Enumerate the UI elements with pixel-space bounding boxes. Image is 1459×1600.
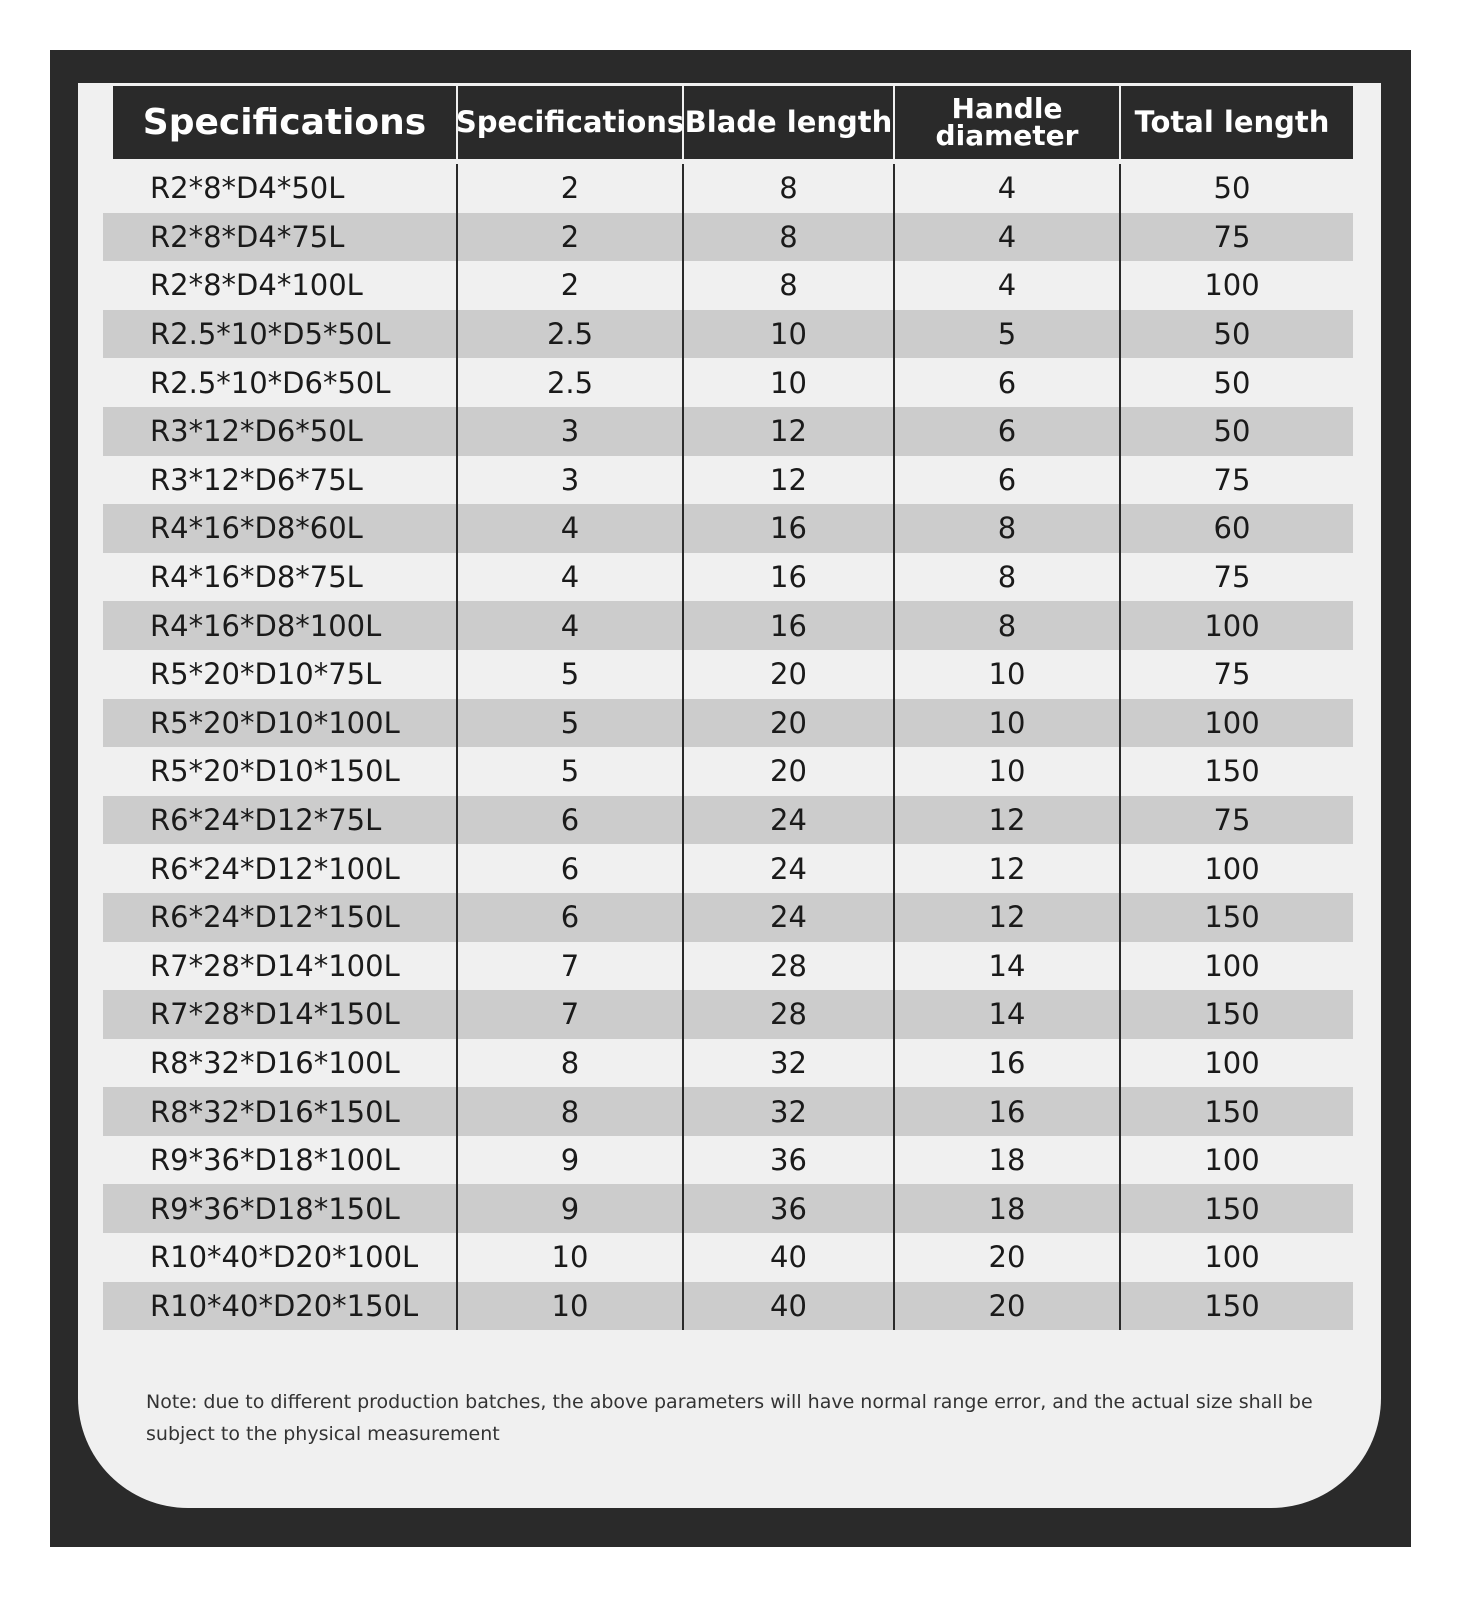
cell-total-length: 100 bbox=[1204, 948, 1260, 983]
header-total-length: Total length bbox=[1134, 105, 1330, 139]
cell-spec-name: R2.5*10*D5*50L bbox=[103, 310, 458, 359]
table-row bbox=[103, 1282, 1353, 1331]
cell-spec-name: R6*24*D12*75L bbox=[103, 796, 458, 845]
cell-handle-diameter: 4 bbox=[895, 261, 1121, 310]
cell-blade-length: 12 bbox=[684, 456, 895, 505]
cell-spec-value: 4 bbox=[458, 553, 684, 602]
cell-spec-name: R2*8*D4*50L bbox=[103, 164, 458, 213]
table-row bbox=[103, 164, 1353, 213]
table-row bbox=[103, 407, 1353, 456]
cell-spec-name: R5*20*D10*150L bbox=[103, 747, 458, 796]
cell-spec-name: R10*40*D20*150L bbox=[103, 1282, 458, 1331]
table-row bbox=[103, 1136, 1353, 1185]
header-handle-line2: diameter bbox=[935, 118, 1079, 152]
table-row bbox=[103, 747, 1353, 796]
table-row bbox=[103, 893, 1353, 942]
cell-handle-diameter: 12 bbox=[895, 844, 1121, 893]
table-row bbox=[103, 504, 1353, 553]
cell-blade-length: 20 bbox=[684, 650, 895, 699]
table-row bbox=[103, 310, 1353, 359]
cell-spec-value: 6 bbox=[458, 893, 684, 942]
table-row bbox=[103, 261, 1353, 310]
header-specifications: Specifications bbox=[113, 86, 458, 159]
cell-handle-diameter: 16 bbox=[895, 1039, 1121, 1088]
cell-handle-diameter: 6 bbox=[895, 407, 1121, 456]
cell-total-length: 100 bbox=[1204, 608, 1260, 643]
table-row bbox=[103, 1233, 1353, 1282]
cell-spec-value: 10 bbox=[458, 1233, 684, 1282]
spec-card bbox=[78, 83, 1381, 1508]
cell-spec-value: 6 bbox=[458, 844, 684, 893]
cell-spec-value: 2.5 bbox=[458, 358, 684, 407]
cell-blade-length: 36 bbox=[684, 1136, 895, 1185]
cell-total-length: 75 bbox=[1213, 803, 1251, 838]
cell-blade-length: 24 bbox=[684, 796, 895, 845]
cell-blade-length: 32 bbox=[684, 1087, 895, 1136]
cell-spec-value: 10 bbox=[458, 1282, 684, 1331]
cell-spec-value: 7 bbox=[458, 990, 684, 1039]
cell-spec-name: R9*36*D18*100L bbox=[103, 1136, 458, 1185]
cell-total-length: 100 bbox=[1204, 851, 1260, 886]
cell-spec-value: 4 bbox=[458, 601, 684, 650]
cell-total-length: 150 bbox=[1204, 997, 1260, 1032]
cell-spec-name: R4*16*D8*75L bbox=[103, 553, 458, 602]
cell-handle-diameter: 18 bbox=[895, 1136, 1121, 1185]
cell-spec-value: 3 bbox=[458, 456, 684, 505]
cell-blade-length: 20 bbox=[684, 747, 895, 796]
cell-spec-name: R5*20*D10*100L bbox=[103, 699, 458, 748]
cell-spec-value: 6 bbox=[458, 796, 684, 845]
cell-handle-diameter: 4 bbox=[895, 213, 1121, 262]
cell-handle-diameter: 6 bbox=[895, 358, 1121, 407]
cell-blade-length: 16 bbox=[684, 601, 895, 650]
cell-total-length: 50 bbox=[1213, 365, 1251, 400]
cell-total-length: 150 bbox=[1204, 1094, 1260, 1129]
cell-spec-name: R2*8*D4*75L bbox=[103, 213, 458, 262]
cell-handle-diameter: 10 bbox=[895, 650, 1121, 699]
table-row bbox=[103, 1087, 1353, 1136]
cell-handle-diameter: 12 bbox=[895, 893, 1121, 942]
table-row bbox=[103, 699, 1353, 748]
cell-total-length: 100 bbox=[1204, 705, 1260, 740]
cell-total-length: 75 bbox=[1213, 462, 1251, 497]
cell-spec-name: R8*32*D16*100L bbox=[103, 1039, 458, 1088]
cell-spec-name: R4*16*D8*100L bbox=[103, 601, 458, 650]
cell-spec-value: 7 bbox=[458, 942, 684, 991]
cell-blade-length: 8 bbox=[684, 213, 895, 262]
cell-spec-name: R8*32*D16*150L bbox=[103, 1087, 458, 1136]
table-row bbox=[103, 650, 1353, 699]
cell-spec-name: R6*24*D12*150L bbox=[103, 893, 458, 942]
cell-blade-length: 40 bbox=[684, 1282, 895, 1331]
dark-frame bbox=[50, 50, 1411, 1547]
cell-spec-name: R2*8*D4*100L bbox=[103, 261, 458, 310]
cell-total-length: 75 bbox=[1213, 560, 1251, 595]
cell-total-length: 50 bbox=[1213, 414, 1251, 449]
cell-total-length: 75 bbox=[1213, 657, 1251, 692]
cell-handle-diameter: 14 bbox=[895, 942, 1121, 991]
cell-handle-diameter: 12 bbox=[895, 796, 1121, 845]
cell-spec-name: R5*20*D10*75L bbox=[103, 650, 458, 699]
cell-blade-length: 20 bbox=[684, 699, 895, 748]
cell-spec-name: R10*40*D20*100L bbox=[103, 1233, 458, 1282]
table-row bbox=[103, 358, 1353, 407]
cell-spec-value: 5 bbox=[458, 699, 684, 748]
cell-handle-diameter: 16 bbox=[895, 1087, 1121, 1136]
cell-spec-name: R7*28*D14*100L bbox=[103, 942, 458, 991]
cell-spec-value: 9 bbox=[458, 1136, 684, 1185]
cell-blade-length: 8 bbox=[684, 164, 895, 213]
cell-handle-diameter: 5 bbox=[895, 310, 1121, 359]
cell-spec-name: R7*28*D14*150L bbox=[103, 990, 458, 1039]
cell-total-length: 150 bbox=[1204, 1288, 1260, 1323]
cell-handle-diameter: 6 bbox=[895, 456, 1121, 505]
table-header bbox=[113, 86, 1353, 159]
cell-blade-length: 24 bbox=[684, 844, 895, 893]
cell-spec-value: 2 bbox=[458, 164, 684, 213]
cell-spec-name: R4*16*D8*60L bbox=[103, 504, 458, 553]
cell-spec-value: 2 bbox=[458, 261, 684, 310]
table-row bbox=[103, 456, 1353, 505]
cell-total-length: 100 bbox=[1204, 268, 1260, 303]
cell-blade-length: 12 bbox=[684, 407, 895, 456]
cell-handle-diameter: 10 bbox=[895, 747, 1121, 796]
cell-handle-diameter: 4 bbox=[895, 164, 1121, 213]
cell-total-length: 50 bbox=[1213, 317, 1251, 352]
cell-spec-value: 2.5 bbox=[458, 310, 684, 359]
cell-blade-length: 28 bbox=[684, 990, 895, 1039]
cell-spec-name: R2.5*10*D6*50L bbox=[103, 358, 458, 407]
cell-handle-diameter: 20 bbox=[895, 1233, 1121, 1282]
cell-spec-value: 3 bbox=[458, 407, 684, 456]
table-row bbox=[103, 1039, 1353, 1088]
header-handle-line1: Handle bbox=[951, 91, 1063, 125]
cell-total-length: 75 bbox=[1213, 219, 1251, 254]
header-specifications-2: Specifications bbox=[458, 86, 684, 159]
cell-total-length: 100 bbox=[1204, 1143, 1260, 1178]
table-body bbox=[103, 164, 1353, 1330]
cell-spec-value: 5 bbox=[458, 650, 684, 699]
spec-table bbox=[103, 86, 1353, 1330]
table-row bbox=[103, 990, 1353, 1039]
table-row bbox=[103, 796, 1353, 845]
cell-blade-length: 40 bbox=[684, 1233, 895, 1282]
cell-total-length: 100 bbox=[1204, 1240, 1260, 1275]
cell-blade-length: 16 bbox=[684, 553, 895, 602]
table-row bbox=[103, 213, 1353, 262]
table-row bbox=[103, 601, 1353, 650]
cell-spec-name: R9*36*D18*150L bbox=[103, 1184, 458, 1233]
cell-handle-diameter: 8 bbox=[895, 553, 1121, 602]
table-row bbox=[103, 844, 1353, 893]
cell-spec-value: 4 bbox=[458, 504, 684, 553]
header-blade-length: Blade length bbox=[684, 86, 895, 159]
cell-spec-value: 9 bbox=[458, 1184, 684, 1233]
cell-handle-diameter: 20 bbox=[895, 1282, 1121, 1331]
cell-handle-diameter: 18 bbox=[895, 1184, 1121, 1233]
cell-blade-length: 8 bbox=[684, 261, 895, 310]
cell-blade-length: 36 bbox=[684, 1184, 895, 1233]
cell-spec-value: 2 bbox=[458, 213, 684, 262]
cell-total-length: 150 bbox=[1204, 900, 1260, 935]
cell-spec-name: R3*12*D6*50L bbox=[103, 407, 458, 456]
cell-total-length: 50 bbox=[1213, 171, 1251, 206]
cell-handle-diameter: 8 bbox=[895, 601, 1121, 650]
cell-handle-diameter: 14 bbox=[895, 990, 1121, 1039]
cell-spec-value: 5 bbox=[458, 747, 684, 796]
table-row bbox=[103, 553, 1353, 602]
cell-total-length: 150 bbox=[1204, 1191, 1260, 1226]
header-handle-diameter bbox=[895, 86, 1121, 159]
cell-total-length: 100 bbox=[1204, 1045, 1260, 1080]
cell-handle-diameter: 8 bbox=[895, 504, 1121, 553]
cell-blade-length: 10 bbox=[684, 358, 895, 407]
cell-blade-length: 32 bbox=[684, 1039, 895, 1088]
cell-blade-length: 10 bbox=[684, 310, 895, 359]
cell-blade-length: 28 bbox=[684, 942, 895, 991]
cell-handle-diameter: 10 bbox=[895, 699, 1121, 748]
cell-spec-name: R3*12*D6*75L bbox=[103, 456, 458, 505]
cell-spec-value: 8 bbox=[458, 1039, 684, 1088]
cell-spec-value: 8 bbox=[458, 1087, 684, 1136]
cell-total-length: 150 bbox=[1204, 754, 1260, 789]
cell-blade-length: 24 bbox=[684, 893, 895, 942]
cell-spec-name: R6*24*D12*100L bbox=[103, 844, 458, 893]
cell-total-length: 60 bbox=[1213, 511, 1251, 546]
table-row bbox=[103, 1184, 1353, 1233]
cell-blade-length: 16 bbox=[684, 504, 895, 553]
note-text: Note: due to different production batches, the above parameters will have normal range error, and the actual size shall be subject to the physical measurement bbox=[146, 1391, 1313, 1445]
table-row bbox=[103, 942, 1353, 991]
